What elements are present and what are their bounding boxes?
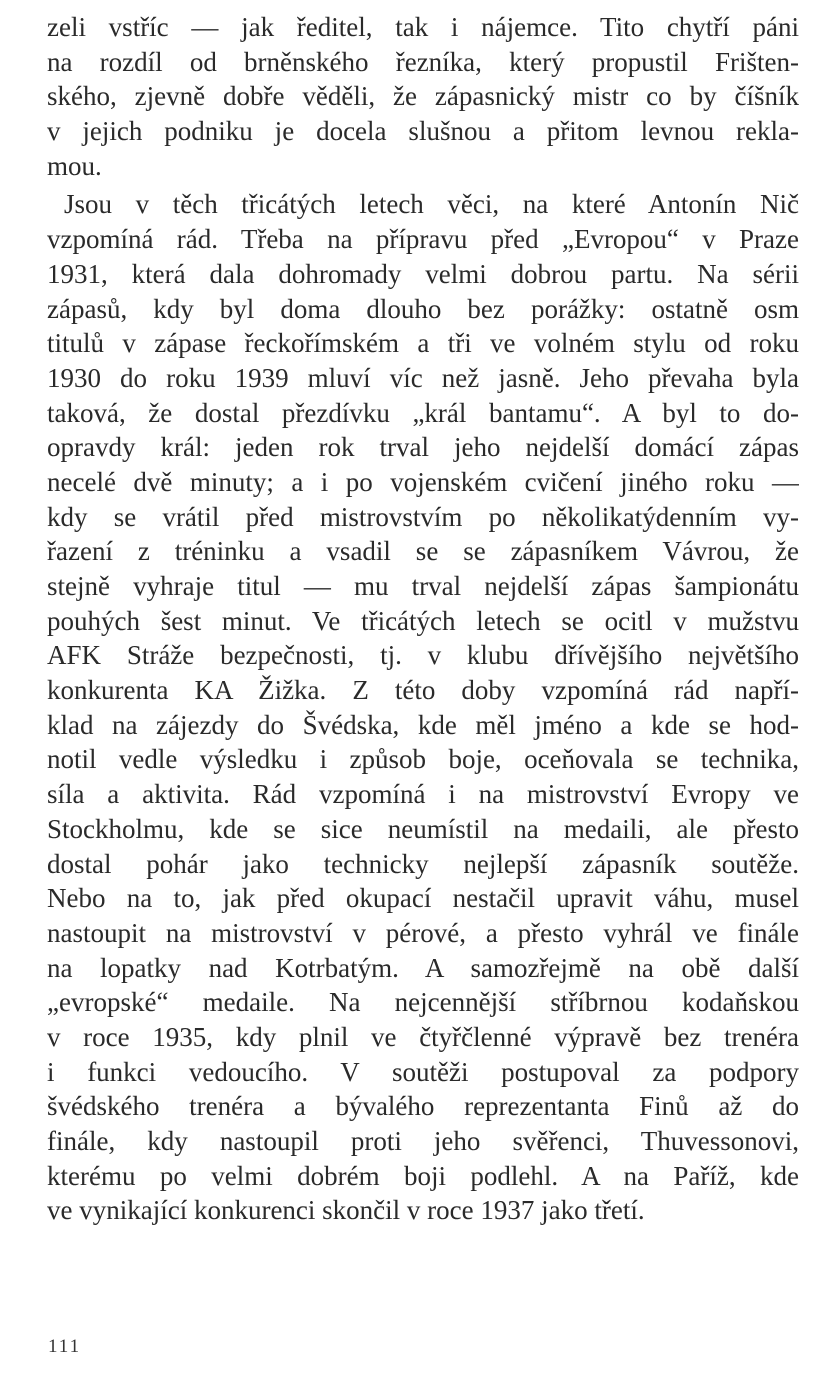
text-line: na rozdíl od brněnského řezníka, který propustil Frišten- <box>47 46 799 77</box>
text-line: pouhých šest minut. Ve třicátých letech se ocitl v mužstvu <box>47 605 799 636</box>
text-line: dostal pohár jako technicky nejlepší zápasník soutěže. <box>47 848 799 879</box>
text-line: „evropské“ medaile. Na nejcennější stříbrnou kodaňskou <box>47 987 799 1018</box>
text-line: stejně vyhraje titul — mu trval nejdelší zápas šampionátu <box>47 571 799 601</box>
text-line: taková, že dostal přezdívku „král bantamu“. A byl to do- <box>47 397 799 428</box>
text-line: kdy se vrátil před mistrovstvím po několikatýdenním vy- <box>47 501 799 532</box>
text-line: v roce 1935, kdy plnil ve čtyřčlenné výpravě bez trenéra <box>47 1021 799 1052</box>
text-line: 1930 do roku 1939 mluví víc než jasně. Jeho převaha byla <box>47 362 799 393</box>
text-line: kterému po velmi dobrém boji podlehl. A na Paříž, kde <box>47 1160 799 1191</box>
text-line: AFK Stráže bezpečnosti, tj. v klubu dřívějšího největšího <box>47 640 799 671</box>
text-line: titulů v zápase řeckořímském a tři ve volném stylu od roku <box>47 328 799 359</box>
text-line: zeli vstříc — jak ředitel, tak i nájemce. Tito chytří páni <box>47 12 799 42</box>
text-line: na lopatky nad Kotrbatým. A samozřejmě na obě další <box>47 952 799 983</box>
text-line: síla a aktivita. Rád vzpomíná i na mistrovství Evropy ve <box>47 779 799 810</box>
text-line: zápasů, kdy byl doma dlouho bez porážky: ostatně osm <box>47 293 799 324</box>
text-line: vzpomíná rád. Třeba na přípravu před „Evropou“ v Praze <box>47 224 799 255</box>
text-line: konkurenta KA Žižka. Z této doby vzpomíná rád napří- <box>47 675 799 706</box>
text-line: Jsou v těch třicátých letech věci, na které Antonín Nič <box>64 189 799 220</box>
text-line: notil vedle výsledku i způsob boje, oceňovala se technika, <box>47 744 799 775</box>
text-line: ského, zjevně dobře věděli, že zápasnický mistr co by číšník <box>47 81 799 112</box>
text-line: v jejich podniku je docela slušnou a přitom levnou rekla- <box>47 116 799 147</box>
text-line: švédského trenéra a bývalého reprezentanta Finů až do <box>47 1091 799 1122</box>
text-line: opravdy král: jeden rok trval jeho nejdelší domácí zápas <box>47 432 799 463</box>
text-line: Nebo na to, jak před okupací nestačil upravit váhu, musel <box>47 883 799 914</box>
text-line: necelé dvě minuty; a i po vojenském cvičení jiného roku — <box>47 466 799 497</box>
text-line: mou. <box>47 150 102 181</box>
paragraph <box>47 10 799 183</box>
text-line: řazení z tréninku a vsadil se se zápasníkem Vávrou, že <box>47 536 799 567</box>
text-line: klad na zájezdy do Švédska, kde měl jméno a kde se hod- <box>47 709 799 740</box>
page-number: 111 <box>48 1336 82 1357</box>
text-line: 1931, která dala dohromady velmi dobrou partu. Na sérii <box>47 258 799 289</box>
text-line: i funkci vedoucího. V soutěži postupoval za podpory <box>47 1056 799 1087</box>
text-line: ve vynikající konkurenci skončil v roce 1937 jako třetí. <box>47 1195 645 1226</box>
body-text <box>47 10 799 1228</box>
text-line: finále, kdy nastoupil proti jeho svěřenci, Thuvessonovi, <box>47 1126 799 1156</box>
paragraph <box>47 187 799 1228</box>
text-line: nastoupit na mistrovství v pérové, a přesto vyhrál ve finále <box>47 917 799 948</box>
text-line: Stockholmu, kde se sice neumístil na medaili, ale přesto <box>47 813 799 844</box>
